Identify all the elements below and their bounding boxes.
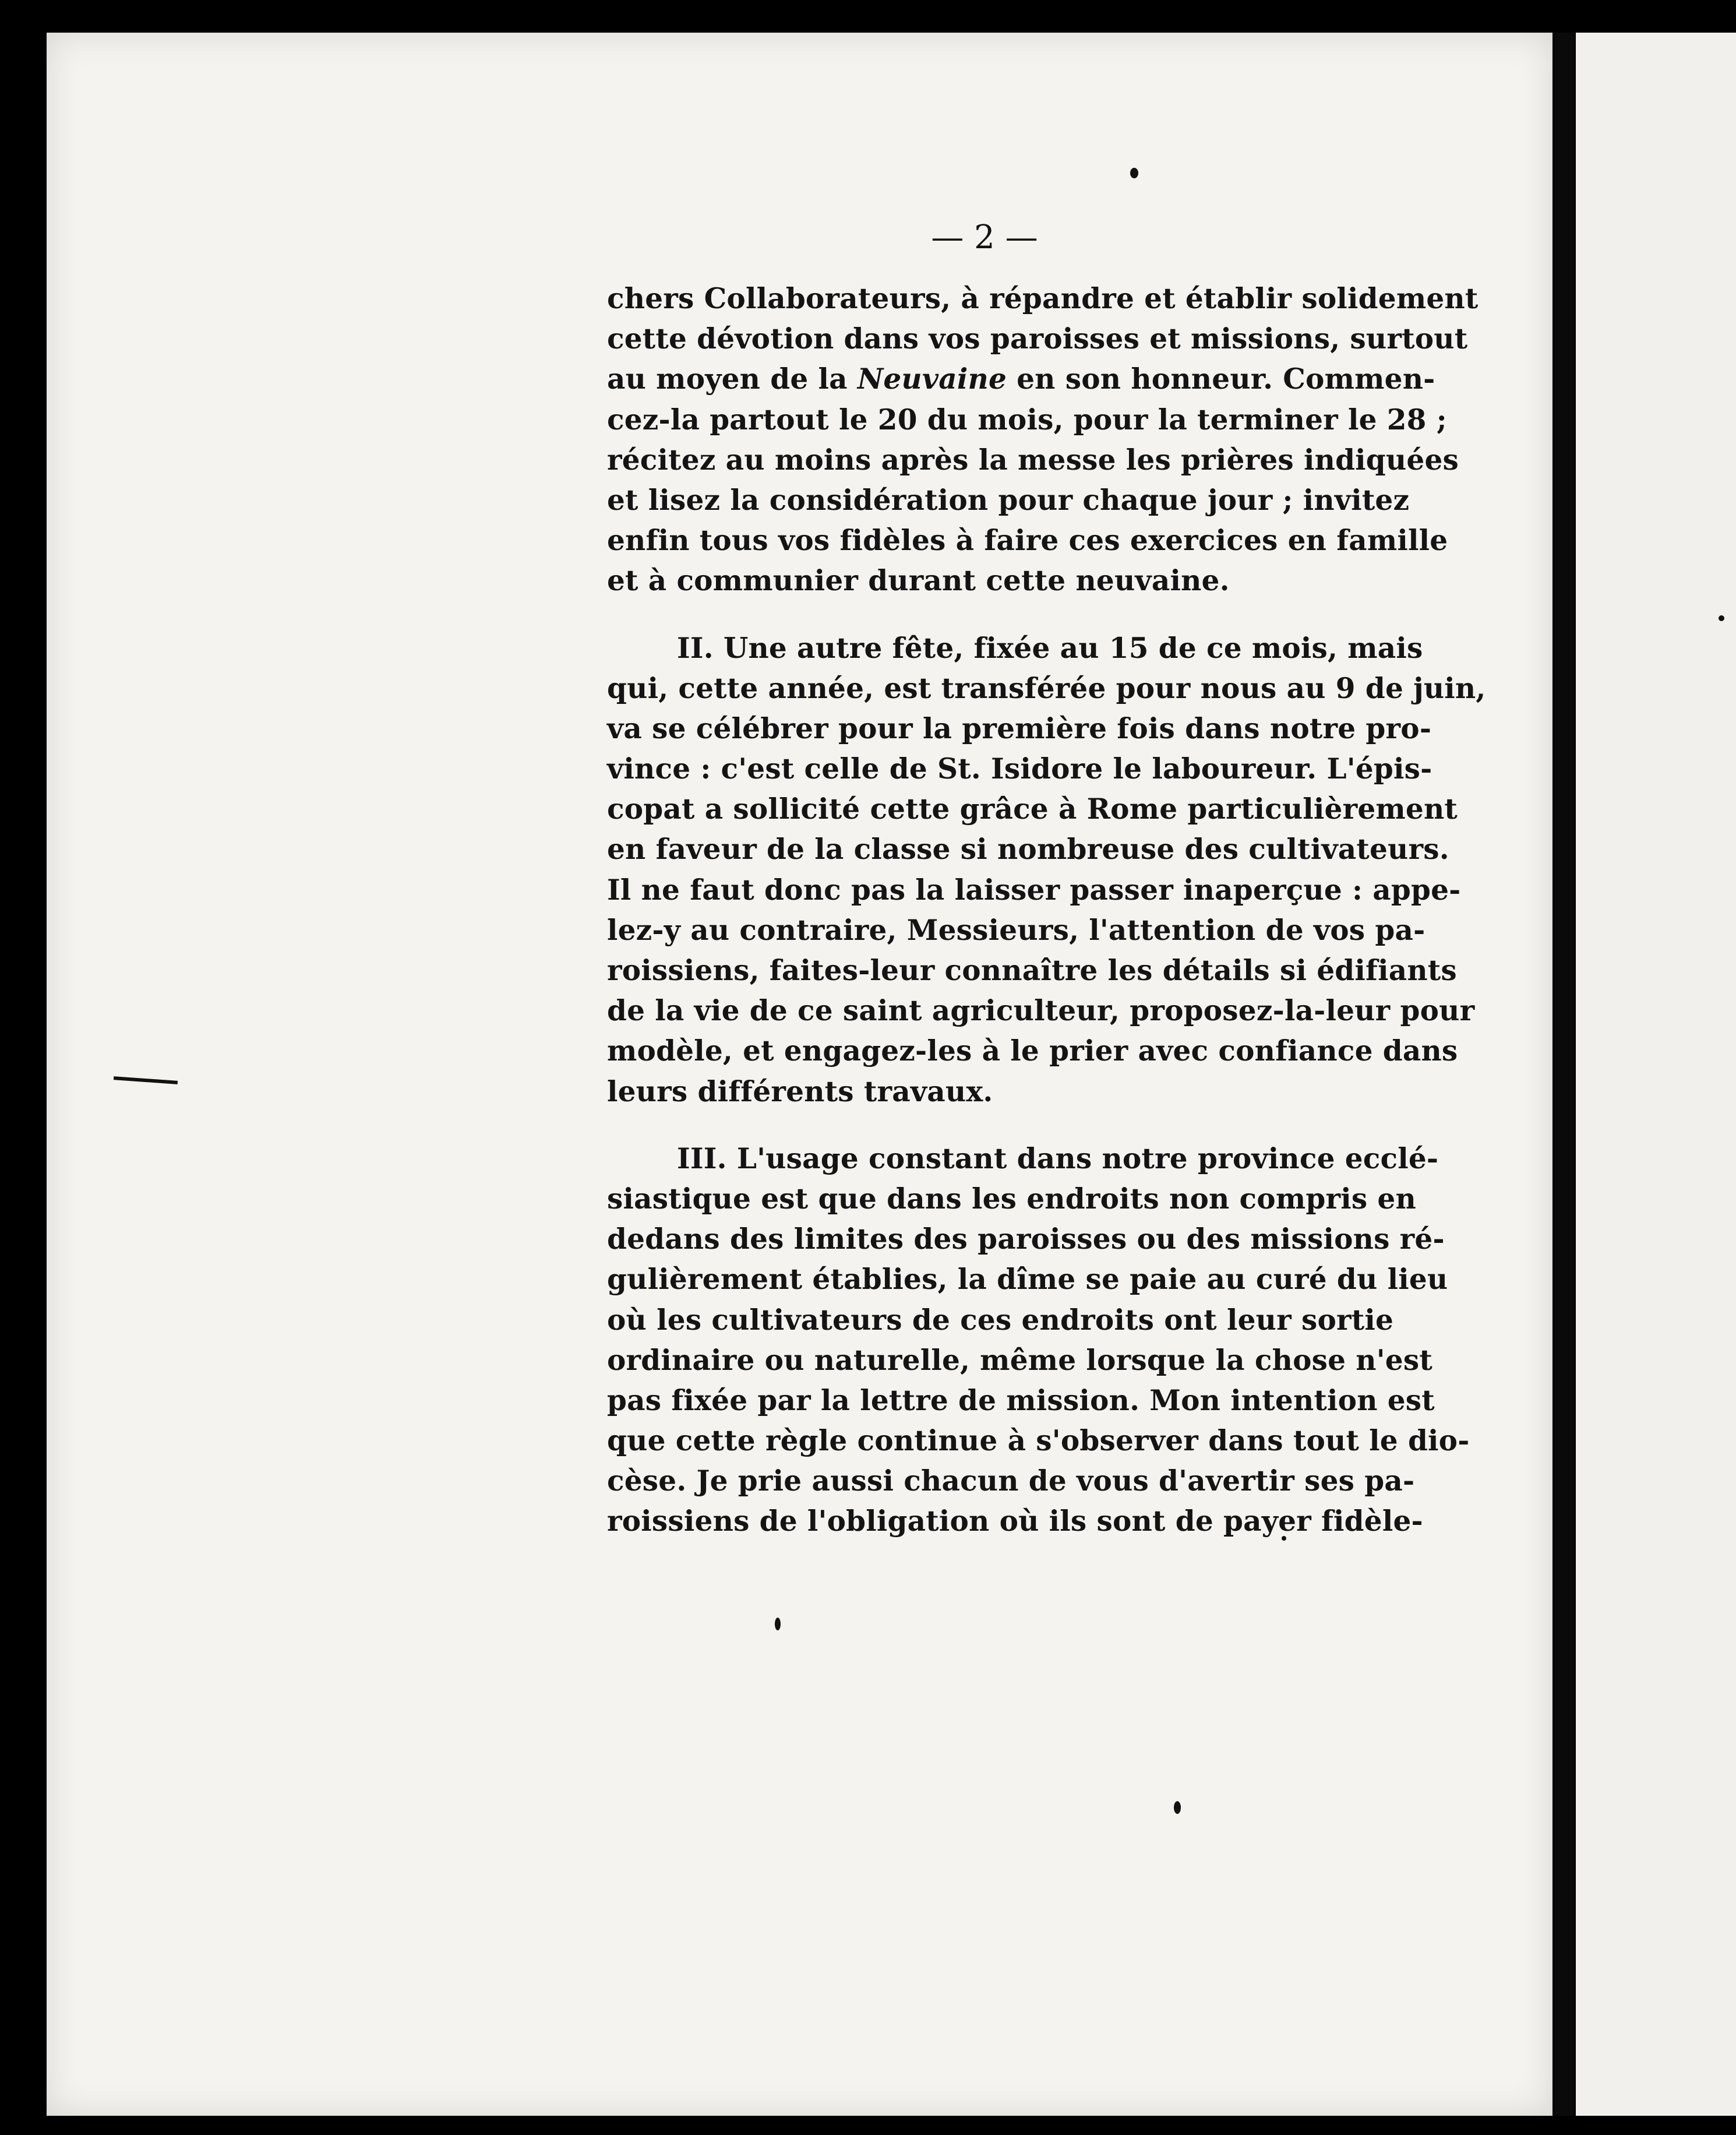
text-line: dedans des limites des paroisses ou des missions ré- [607, 1222, 1445, 1256]
text-line: qui, cette année, est transférée pour nous au 9 de juin, [607, 671, 1486, 705]
ink-speck [1719, 615, 1724, 621]
text-line: roissiens de l'obligation où ils sont de payer fidèle- [607, 1505, 1423, 1538]
page-fold-shadow [1554, 33, 1574, 2116]
text-line: vince : c'est celle de St. Isidore le laboureur. L'épis- [607, 752, 1432, 786]
text-line: III. L'usage constant dans notre province ecclé- [677, 1142, 1439, 1175]
page-number: — 2 — [931, 219, 1038, 256]
text-line: au moyen de la Neuvaine en son honneur. Commen- [607, 362, 1435, 396]
text-line: copat a sollicité cette grâce à Rome particulièrement [607, 792, 1458, 826]
ink-speck [1174, 1801, 1181, 1814]
text-line: et à communier durant cette neuvaine. [607, 564, 1230, 598]
paragraph [607, 1139, 1470, 1542]
text-line: leurs différents travaux. [607, 1074, 993, 1108]
text-line: récitez au moins après la messe les prières indiquées [607, 443, 1459, 477]
text-line: ordinaire ou naturelle, même lorsque la chose n'est [607, 1343, 1432, 1377]
text-line: Il ne faut donc pas la laisser passer inaperçue : appe- [607, 873, 1461, 907]
paragraph [607, 279, 1479, 601]
text-line: II. Une autre fête, fixée au 15 de ce mois, mais [677, 631, 1423, 665]
page-tear-mark [114, 1076, 178, 1084]
text-line: pas fixée par la lettre de mission. Mon intention est [607, 1383, 1435, 1417]
text-line: que cette règle continue à s'observer dans tout le dio- [607, 1424, 1470, 1458]
adjacent-page-edge [1576, 33, 1736, 2116]
text-line: cèse. Je prie aussi chacun de vous d'avertir ses pa- [607, 1464, 1415, 1498]
text-line: chers Collaborateurs, à répandre et établir solidement [607, 282, 1479, 315]
text-line: va se célébrer pour la première fois dans notre pro- [607, 711, 1432, 745]
body-text [607, 279, 1486, 1569]
text-line: cette dévotion dans vos paroisses et missions, surtout [607, 322, 1468, 356]
text-line: et lisez la considération pour chaque jour ; invitez [607, 483, 1410, 517]
text-line: roissiens, faites-leur connaître les détails si édifiants [607, 954, 1457, 987]
text-line: lez-y au contraire, Messieurs, l'attention de vos pa- [607, 913, 1426, 947]
text-line: de la vie de ce saint agriculteur, proposez-la-leur pour [607, 994, 1475, 1028]
ink-speck [775, 1618, 781, 1630]
text-line: enfin tous vos fidèles à faire ces exercices en famille [607, 524, 1448, 558]
ink-speck [1130, 168, 1138, 178]
text-line: cez-la partout le 20 du mois, pour la terminer le 28 ; [607, 403, 1447, 436]
text-line: gulièrement établies, la dîme se paie au curé du lieu [607, 1263, 1448, 1296]
text-line: en faveur de la classe si nombreuse des cultivateurs. [607, 833, 1449, 866]
paragraph [607, 628, 1486, 1112]
emphasis-word: Neuvaine [857, 362, 1007, 396]
text-line: modèle, et engagez-les à le prier avec confiance dans [607, 1034, 1458, 1068]
text-line: où les cultivateurs de ces endroits ont leur sortie [607, 1303, 1394, 1337]
text-line: siastique est que dans les endroits non compris en [607, 1182, 1416, 1216]
